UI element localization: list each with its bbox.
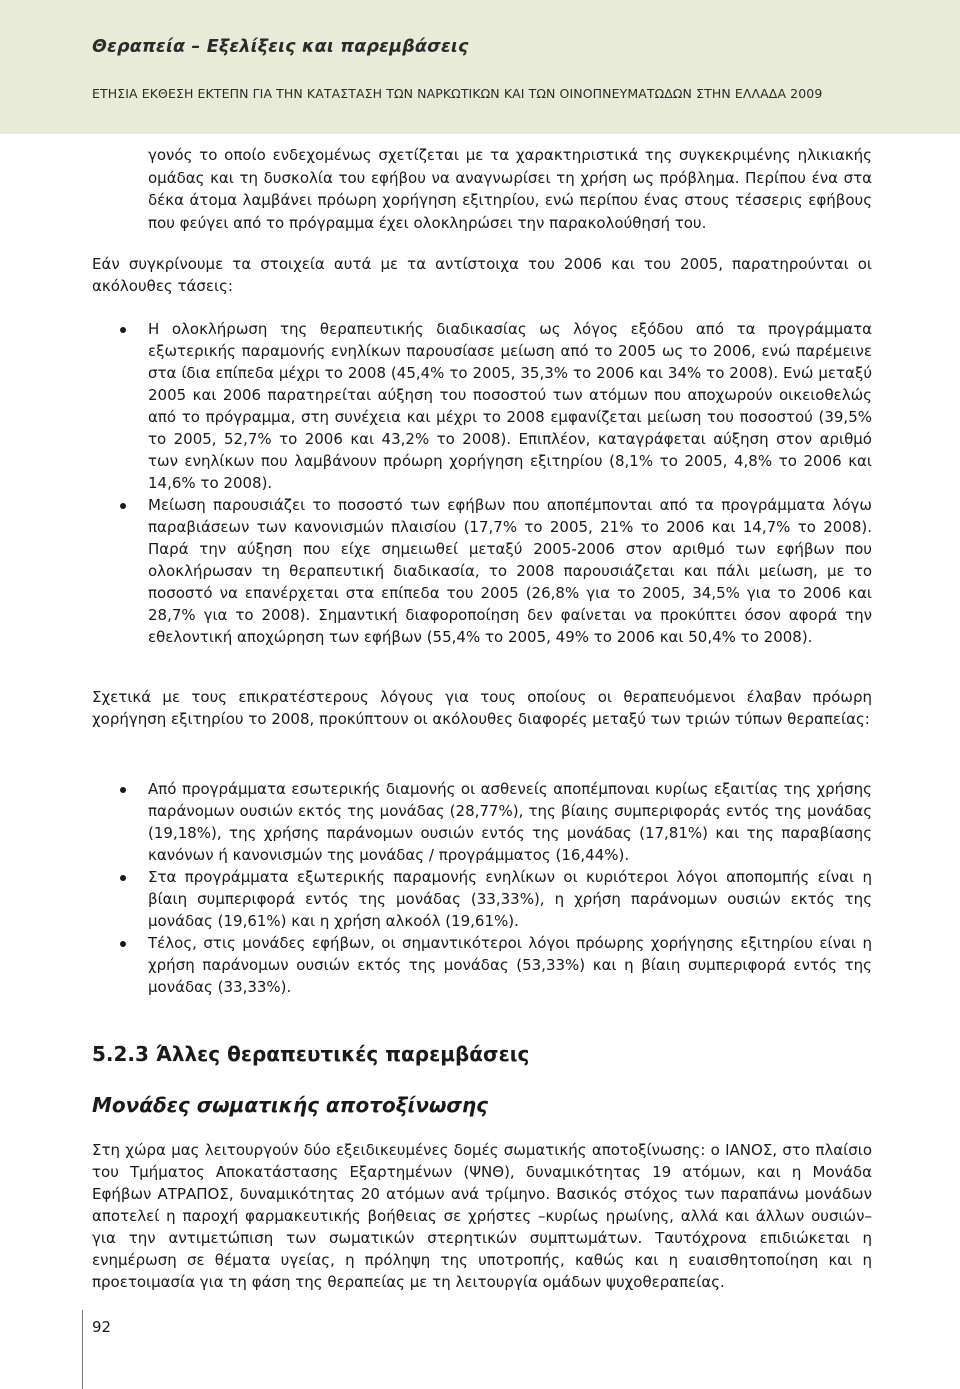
page-number-rule [82, 1310, 83, 1389]
list-item [92, 778, 872, 866]
sub-heading: Μονάδες σωματικής αποτοξίνωσης [92, 1093, 489, 1117]
list-item [92, 866, 872, 932]
trends-intro-paragraph: Εάν συγκρίνουμε τα στοιχεία αυτά με τα αντίστοιχα του 2006 και του 2005, παρατηρούνται οι ακόλουθες τάσεις: [92, 255, 872, 295]
bullet-icon [120, 941, 126, 947]
bullet-icon [120, 875, 126, 881]
chapter-title: Θεραπεία – Εξελίξεις και παρεμβάσεις [92, 37, 469, 57]
list-item-text: Η ολοκλήρωση της θεραπευτικής διαδικασίας ως λόγος εξόδου από τα προγράμματα εξωτερικής παραμονής ενηλίκων παρουσίασε μείωση από το 2005 ως το 2006, ενώ παρέμεινε στα ίδια επίπεδα μέχρι το 2008 (45,4% το 2005, 35,3% το 2006 και 34% το 2008). Ενώ μεταξύ 2005 και 2006 παρατηρείται αύξηση του ποσοστού των ατόμων που αποχωρούν οικειοθελώς από το πρόγραμμα, στη συνέχεια και μέχρι το 2008 εμφανίζεται μείωση του ποσοστού (39,5% το 2005, 52,7% το 2006 και 43,2% το 2008). Επιπλέον, καταγράφεται αύξηση στον αριθμό των ενηλίκων που λαμβάνουν πρόωρη χορήγηση εξιτηρίου (8,1% το 2005, 4,8% το 2006 και 14,6% το 2008). [148, 320, 872, 492]
list-item-text: Από προγράμματα εσωτερικής διαμονής οι ασθενείς αποπέμποναι κυρίως εξαιτίας της χρήσης παράνομων ουσιών εκτός της μονάδας (28,77%), της βίαιης συμπεριφοράς εντός της μονάδας (19,18%), της χρήσης παράνομων ουσιών εντός της μονάδας (17,81%) και της παραβίασης κανόνων ή κανονισμών της μονάδας / προγράμματος (16,44%). [148, 780, 872, 864]
section-heading: 5.2.3 Άλλες θεραπευτικές παρεμβάσεις [92, 1042, 530, 1066]
reasons-list [92, 778, 872, 998]
reasons-intro-paragraph: Σχετικά με τους επικρατέστερους λόγους για τους οποίους οι θεραπευόμενοι έλαβαν πρόωρη χορήγηση εξιτηρίου το 2008, προκύπτουν οι ακόλουθες διαφορές μεταξύ των τριών τύπων θεραπείας: [92, 688, 872, 728]
trends-list [92, 318, 872, 648]
detox-paragraph: Στη χώρα μας λειτουργούν δύο εξειδικευμένες δομές σωματικής αποτοξίνωσης: ο ΙΑΝΟΣ, στο πλαίσιο του Τμήματος Αποκατάστασης Εξαρτημένων (ΨΝΘ), δυναμικότητας 19 ατόμων, και η Μονάδα Εφήβων ΑΤΡΑΠΟΣ, δυναμικότητας 20 ατόμων ανά τρίμηνο. Βασικός στόχος των παραπάνω μονάδων αποτελεί η παροχή φαρμακευτικής βοήθειας σε χρήστες –κυρίως ηρωίνης, αλλά και άλλων ουσιών– για την αντιμετώπιση των σωματικών στερητικών συμπτωμάτων. Ταυτόχρονα επιδιώκεται η ενημέρωση σε θέματα υγείας, η πρόληψη της υποτροπής, καθώς και η ευαισθητοποίηση και η προετοιμασία για τη φάση της θεραπείας με τη λειτουργία ομάδων ψυχοθεραπείας. [92, 1141, 872, 1291]
list-item-text: Τέλος, στις μονάδες εφήβων, οι σημαντικότεροι λόγοι πρόωρης χορήγησης εξιτηρίου είναι η χρήση παράνομων ουσιών εκτός της μονάδας (53,33%) και η βίαιη συμπεριφορά εντός της μονάδας (33,33%). [148, 934, 872, 996]
report-subtitle: ΕΤΗΣΙΑ ΕΚΘΕΣΗ ΕΚΤΕΠΝ ΓΙΑ ΤΗΝ ΚΑΤΑΣΤΑΣΗ ΤΩΝ ΝΑΡΚΩΤΙΚΩΝ ΚΑΙ ΤΩΝ ΟΙΝΟΠΝΕΥΜΑΤΩΔΩΝ ΣΤΗΝ ΕΛΛΑΔΑ 2009 [92, 86, 823, 101]
list-item [92, 318, 872, 494]
list-item [92, 494, 872, 648]
list-item-text: Μείωση παρουσιάζει το ποσοστό των εφήβων που αποπέμπονται από τα προγράμματα λόγω παραβιάσεων των κανονισμών πλαισίου (17,7% το 2005, 21% το 2006 και 14,7% το 2008). Παρά την αύξηση που είχε σημειωθεί μεταξύ 2005-2006 στον αριθμό των εφήβων που ολοκλήρωσαν τη θεραπευτική διαδικασία, το 2008 παρουσιάζεται και πάλι μείωση, με το ποσοστό να επανέρχεται στα επίπεδα του 2005 (26,8% για το 2005, 34,5% για το 2006 και 28,7% για το 2008). Σημαντική διαφοροποίηση δεν φαίνεται να προκύπτει όσον αφορά την εθελοντική αποχώρηση των εφήβων (55,4% το 2005, 49% το 2006 και 50,4% το 2008). [148, 496, 872, 646]
bullet-icon [120, 503, 126, 509]
bullet-icon [120, 787, 126, 793]
list-item-text: Στα προγράμματα εξωτερικής παραμονής ενηλίκων οι κυριότεροι λόγοι αποπομπής είναι η βίαιη συμπεριφορά εντός της μονάδας (33,33%), η χρήση παράνομων ουσιών εκτός της μονάδας (19,61%) και η χρήση αλκοόλ (19,61%). [148, 868, 872, 930]
list-item [92, 932, 872, 998]
page-number: 92 [92, 1318, 112, 1336]
continuation-paragraph: γονός το οποίο ενδεχομένως σχετίζεται με τα χαρακτηριστικά της συγκεκριμένης ηλικιακής ομάδας και τη δυσκολία του εφήβου να αναγνωρίσει τη χρήση ως πρόβλημα. Περίπου ένα στα δέκα άτομα λαμβάνει πρόωρη χορήγηση εξιτηρίου, ενώ περίπου ένας στους τέσσερις εφήβους που φεύγει από το πρόγραμμα έχει ολοκληρώσει την παρακολούθησή του. [148, 146, 872, 232]
bullet-icon [120, 327, 126, 333]
